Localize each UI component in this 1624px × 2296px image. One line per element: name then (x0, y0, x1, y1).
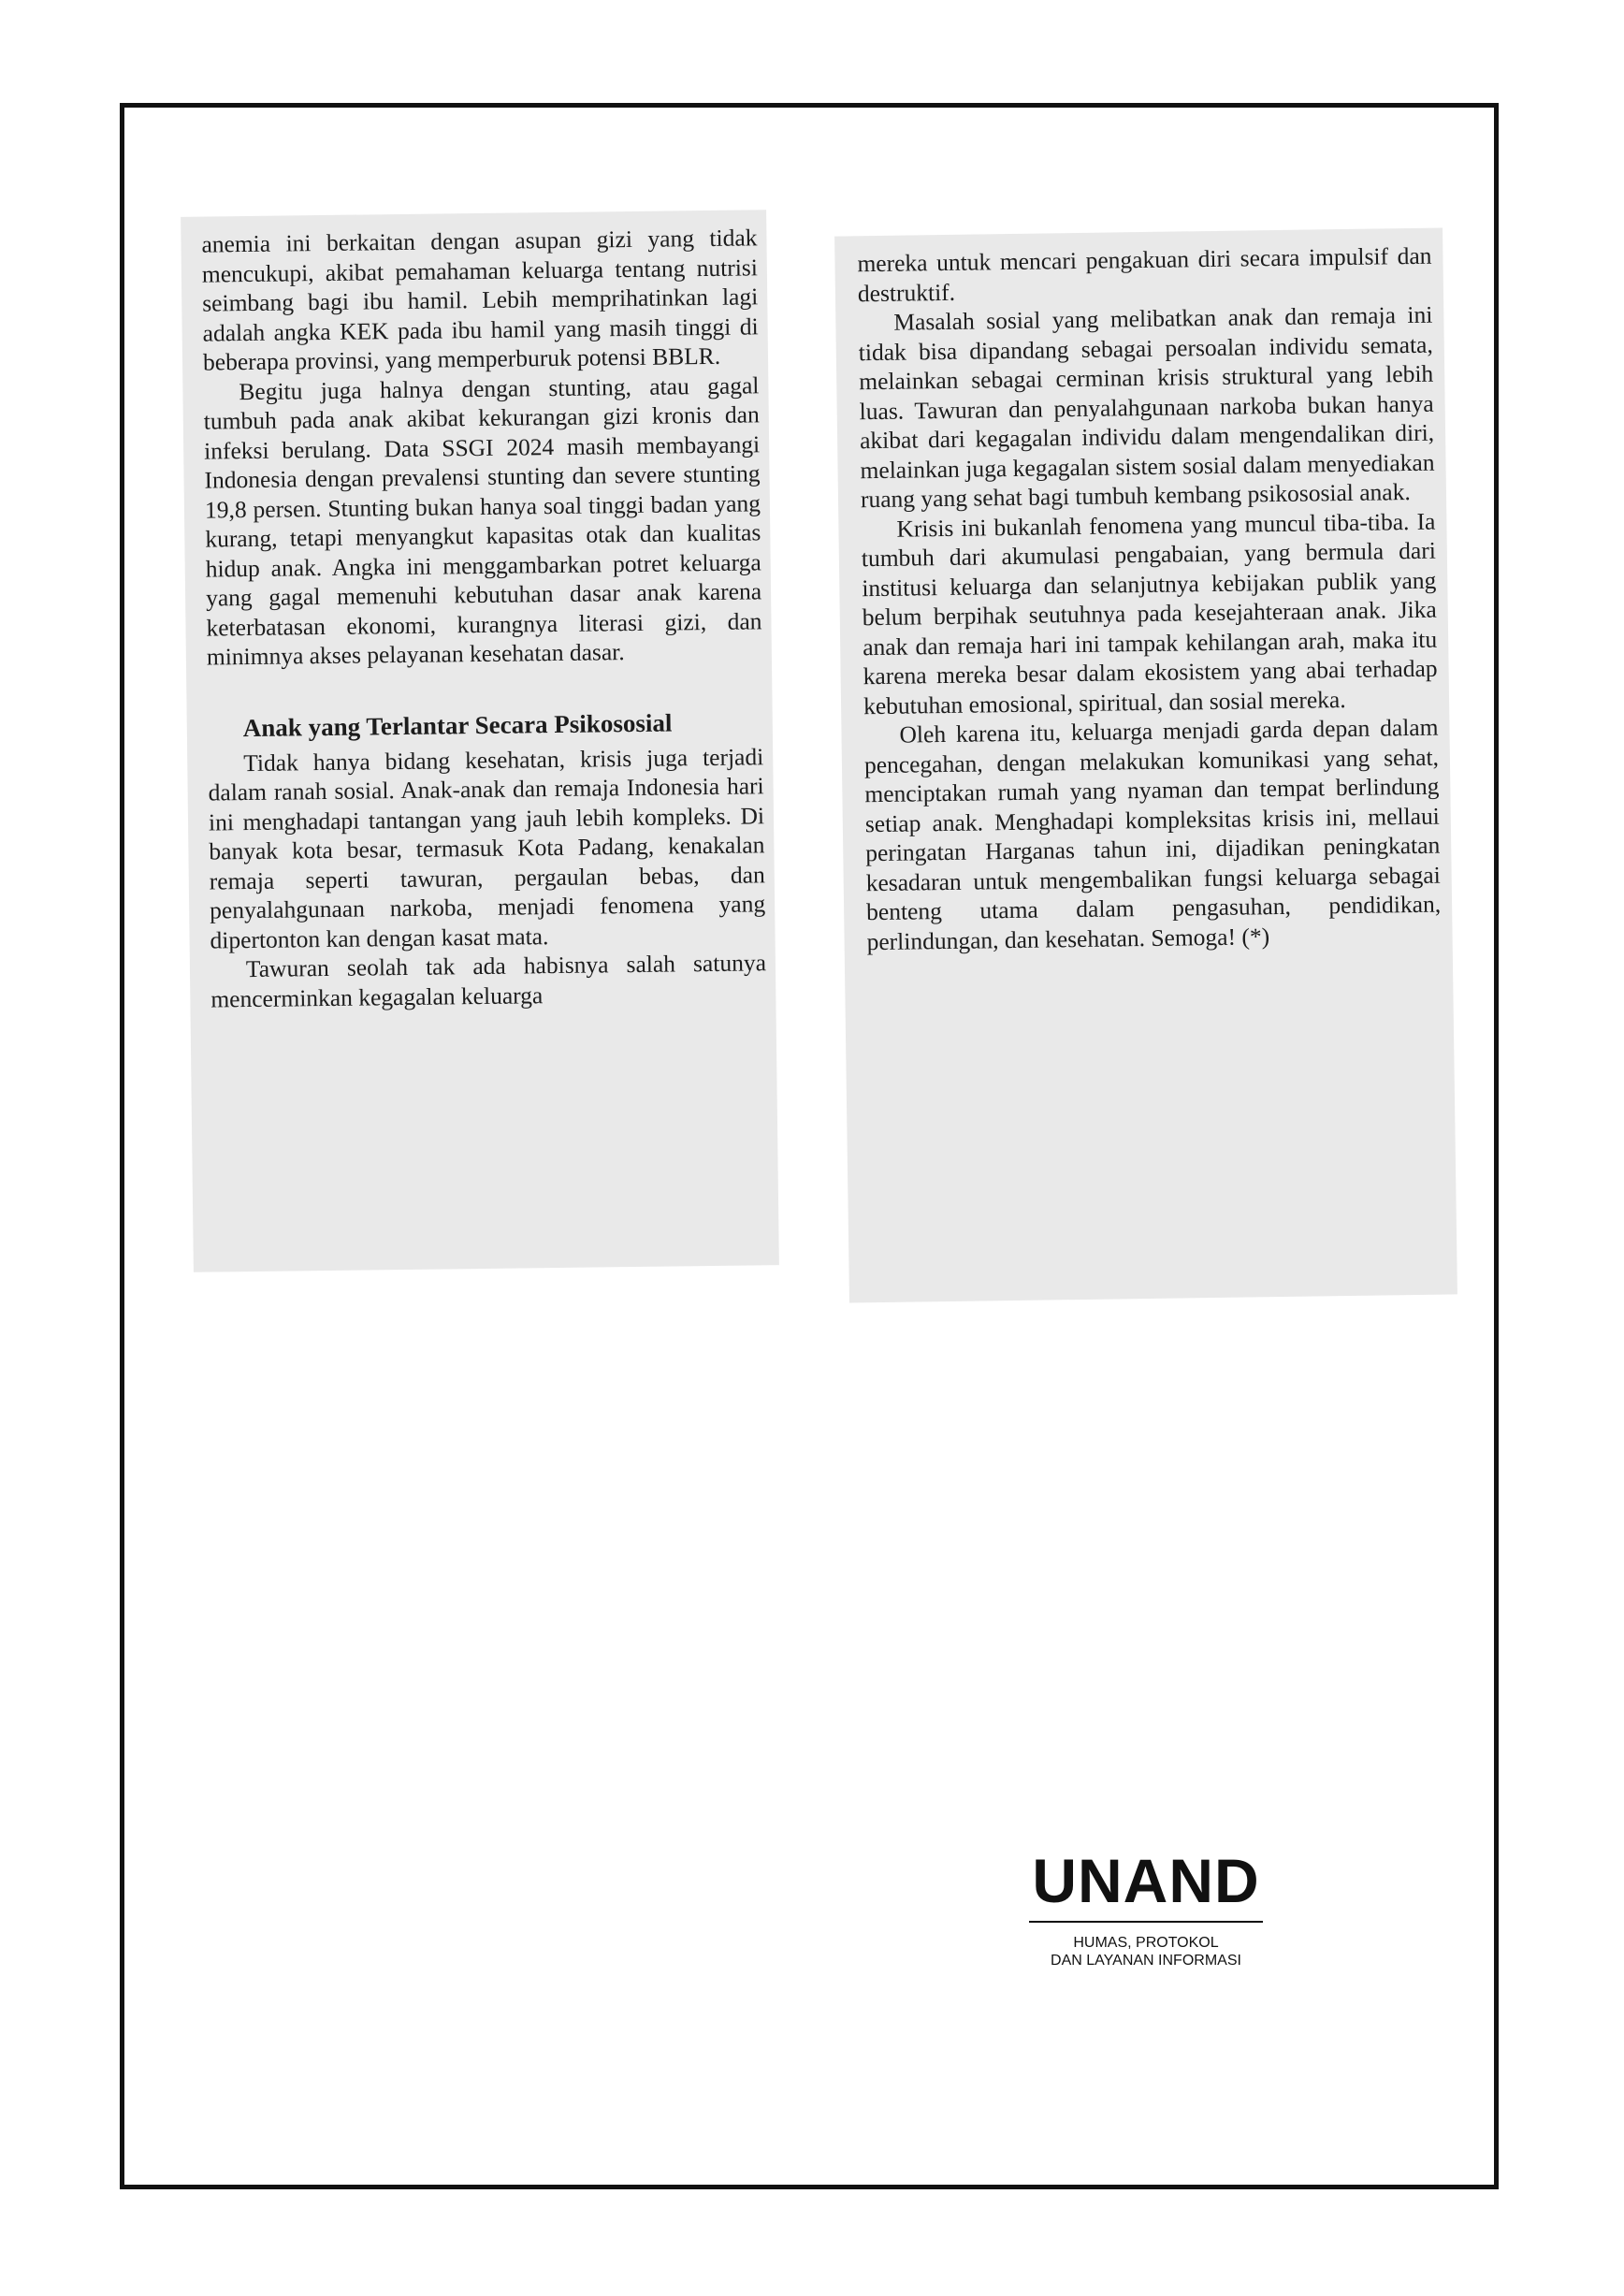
brand-logo-text: UNAND (1032, 1846, 1260, 1915)
brand-divider (1029, 1921, 1263, 1923)
article-paragraph: Oleh karena itu, keluarga menjadi garda depan dalam pencegahan, dengan melakukan komunikasi yang sehat, menciptakan rumah yang nyaman dan tempat berlindung setiap anak. Menghadapi kompleksitas krisis ini, mellaui peringatan Harganas tahun ini, dijadikan peningkatan kesadaran untuk mengembalikan fungsi keluarga sebagai benteng utama dalam pengasuhan, pendidikan, perlindungan, dan kesehatan. Semoga! (*) (863, 713, 1442, 955)
article-paragraph: mereka untuk mencari pengakuan diri secara impulsif dan destruktif. (857, 241, 1432, 307)
brand-subtitle-line2: DAN LAYANAN INFORMASI (1051, 1953, 1241, 1969)
article-subheading: Anak yang Terlantar Secara Psikososial (242, 707, 673, 742)
article-paragraph: Masalah sosial yang melibatkan anak dan remaja ini tidak bisa dipandang sebagai persoalan individu semata, melainkan sebagai cerminan krisis struktural yang lebih luas. Tawuran dan penyalahgunaan narkoba bukan hanya akibat dari kegagalan individu dalam mengendalikan diri, melainkan juga kegagalan sistem sosial dalam menyediakan ruang yang sehat bagi tumbuh kembang psikososial anak. (858, 300, 1435, 514)
article-paragraph: Tidak hanya bidang kesehatan, krisis juga terjadi dalam ranah sosial. Anak-anak dan remaja Indonesia hari ini menghadapi tantangan yang jauh lebih kompleks. Di banyak kota besar, termasuk Kota Padang, kenakalan remaja seperti tawuran, pergaulan bebas, dan penyalahgunaan narkoba, menjadi fenomena yang dipertonton kan dengan kasat mata. (208, 742, 766, 954)
article-paragraph: Krisis ini bukanlah fenomena yang muncul tiba-tiba. Ia tumbuh dari akumulasi pengabaian, yang bermula dari institusi keluarga dan selanjutnya kebijakan publik yang belum berpihak seutuhnya pada kesejahteraan anak. Jika anak dan remaja hari ini tampak kehilangan arah, maka itu karena mereka besar dalam ekosistem yang abai terhadap kebutuhan emosional, spiritual, dan sosial mereka. (861, 507, 1438, 719)
article-paragraph: Tawuran seolah tak ada habisnya salah satunya mencerminkan kegagalan keluarga (210, 949, 767, 1013)
article-paragraph: anemia ini berkaitan dengan asupan gizi yang tidak mencukupi, akibat pemahaman keluarga tentang nutrisi seimbang bagi ibu hamil. Lebih memprihatinkan lagi adalah angka KEK pada ibu hamil yang masih tinggi di beberapa provinsi, yang memperburuk potensi BBLR. (201, 224, 759, 376)
unand-branding (1029, 1848, 1263, 1969)
newspaper-clipping-right (834, 228, 1457, 1303)
brand-subtitle-line1: HUMAS, PROTOKOL (1073, 1935, 1219, 1951)
newspaper-clipping-left (181, 210, 779, 1272)
article-paragraph: Begitu juga halnya dengan stunting, atau gagal tumbuh pada anak akibat kekurangan gizi kronis dan infeksi berulang. Data SSGI 2024 masih membayangi Indonesia dengan prevalensi stunting dan severe stunting 19,8 persen. Stunting bukan hanya soal tinggi badan yang kurang, tetapi menyangkut kapasitas otak dan kualitas hidup anak. Angka ini menggambarkan potret keluarga yang gagal memenuhi kebutuhan dasar anak karena keterbatasan ekonomi, kurangnya literasi gizi, dan minimnya akses pelayanan kesehatan dasar. (203, 371, 762, 671)
